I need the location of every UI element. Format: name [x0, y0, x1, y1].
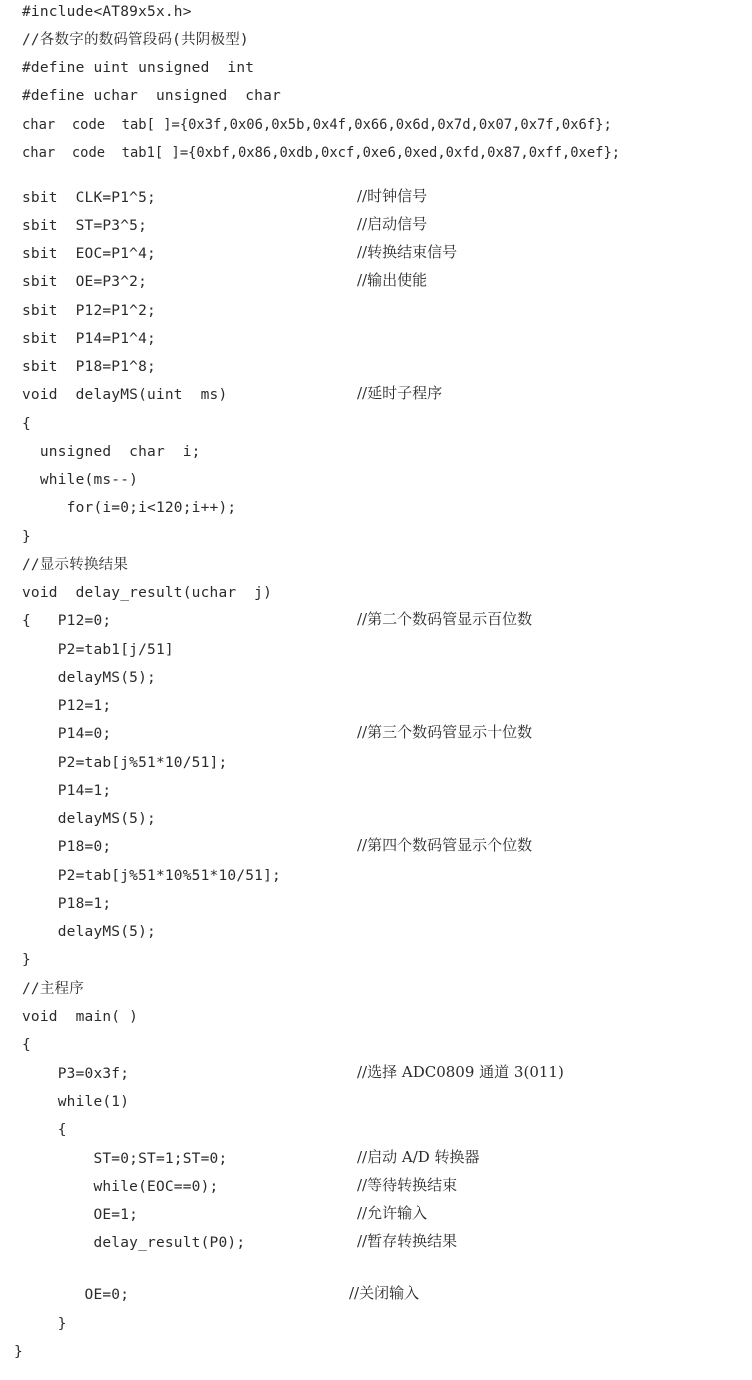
code-line: OE=1; — [22, 1207, 139, 1223]
code-line: { — [22, 416, 31, 432]
code-line: delay_result(P0); — [22, 1235, 246, 1251]
code-comment: //启动 A/D 转换器 — [357, 1148, 480, 1166]
code-line: #define uchar unsigned char — [22, 88, 281, 104]
code-line: for(i=0;i<120;i++); — [22, 500, 237, 516]
code-line: #define uint unsigned int — [22, 60, 255, 76]
code-line: unsigned char i; — [22, 444, 201, 460]
code-line: sbit EOC=P1^4; — [22, 246, 156, 262]
code-line: //显示转换结果 — [22, 557, 129, 573]
code-comment: //延时子程序 — [357, 384, 443, 402]
code-line: P18=0; — [22, 839, 112, 855]
code-line: sbit CLK=P1^5; — [22, 190, 156, 206]
code-comment: //第二个数码管显示百位数 — [357, 610, 533, 628]
code-line: P12=1; — [22, 698, 112, 714]
code-comment: //等待转换结束 — [357, 1176, 458, 1194]
code-comment: //转换结束信号 — [357, 243, 458, 261]
code-line: char code tab[ ]={0x3f,0x06,0x5b,0x4f,0x66,0x6d,0x7d,0x07,0x7f,0x6f}; — [22, 117, 612, 133]
code-line: P18=1; — [22, 896, 112, 912]
code-comment: //时钟信号 — [357, 187, 428, 205]
code-comment: //第四个数码管显示个位数 — [357, 836, 533, 854]
code-line: sbit P12=P1^2; — [22, 303, 156, 319]
code-line: } — [22, 529, 31, 545]
code-line: void delay_result(uchar j) — [22, 585, 273, 601]
code-comment: //选择 ADC0809 通道 3(011) — [357, 1063, 564, 1081]
code-line: } — [14, 1344, 23, 1360]
code-line: OE=0; — [22, 1287, 130, 1303]
code-line: P2=tab1[j/51] — [22, 642, 174, 658]
code-line: sbit OE=P3^2; — [22, 274, 148, 290]
code-line: while(ms--) — [22, 472, 139, 488]
code-line: #include<AT89x5x.h> — [22, 4, 192, 20]
code-line: delayMS(5); — [22, 924, 156, 940]
code-line: char code tab1[ ]={0xbf,0x86,0xdb,0xcf,0xe6,0xed,0xfd,0x87,0xff,0xef}; — [22, 145, 621, 161]
code-line: sbit P14=P1^4; — [22, 331, 156, 347]
code-line: //主程序 — [22, 981, 84, 997]
code-line: P3=0x3f; — [22, 1066, 130, 1082]
code-line: P2=tab[j%51*10/51]; — [22, 755, 228, 771]
code-line: P2=tab[j%51*10%51*10/51]; — [22, 868, 281, 884]
code-line: P14=1; — [22, 783, 112, 799]
code-line: { — [22, 1122, 67, 1138]
code-line: delayMS(5); — [22, 811, 156, 827]
code-comment: //关闭输入 — [349, 1284, 420, 1302]
code-line: while(1) — [22, 1094, 130, 1110]
code-comment: //暂存转换结果 — [357, 1232, 458, 1250]
code-line: { P12=0; — [22, 613, 112, 629]
code-line: } — [22, 1316, 67, 1332]
code-comment: //第三个数码管显示十位数 — [357, 723, 533, 741]
code-line: //各数字的数码管段码(共阴极型) — [22, 32, 249, 48]
code-line: delayMS(5); — [22, 670, 156, 686]
code-line: ST=0;ST=1;ST=0; — [22, 1151, 228, 1167]
code-line: { — [22, 1037, 31, 1053]
code-comment: //启动信号 — [357, 215, 428, 233]
code-comment: //允许输入 — [357, 1204, 428, 1222]
code-line: while(EOC==0); — [22, 1179, 219, 1195]
code-line: sbit P18=P1^8; — [22, 359, 156, 375]
code-line: void delayMS(uint ms) — [22, 387, 228, 403]
code-comment: //输出使能 — [357, 271, 428, 289]
code-line: sbit ST=P3^5; — [22, 218, 148, 234]
code-line: } — [22, 952, 31, 968]
code-line: void main( ) — [22, 1009, 139, 1025]
code-line: P14=0; — [22, 726, 112, 742]
